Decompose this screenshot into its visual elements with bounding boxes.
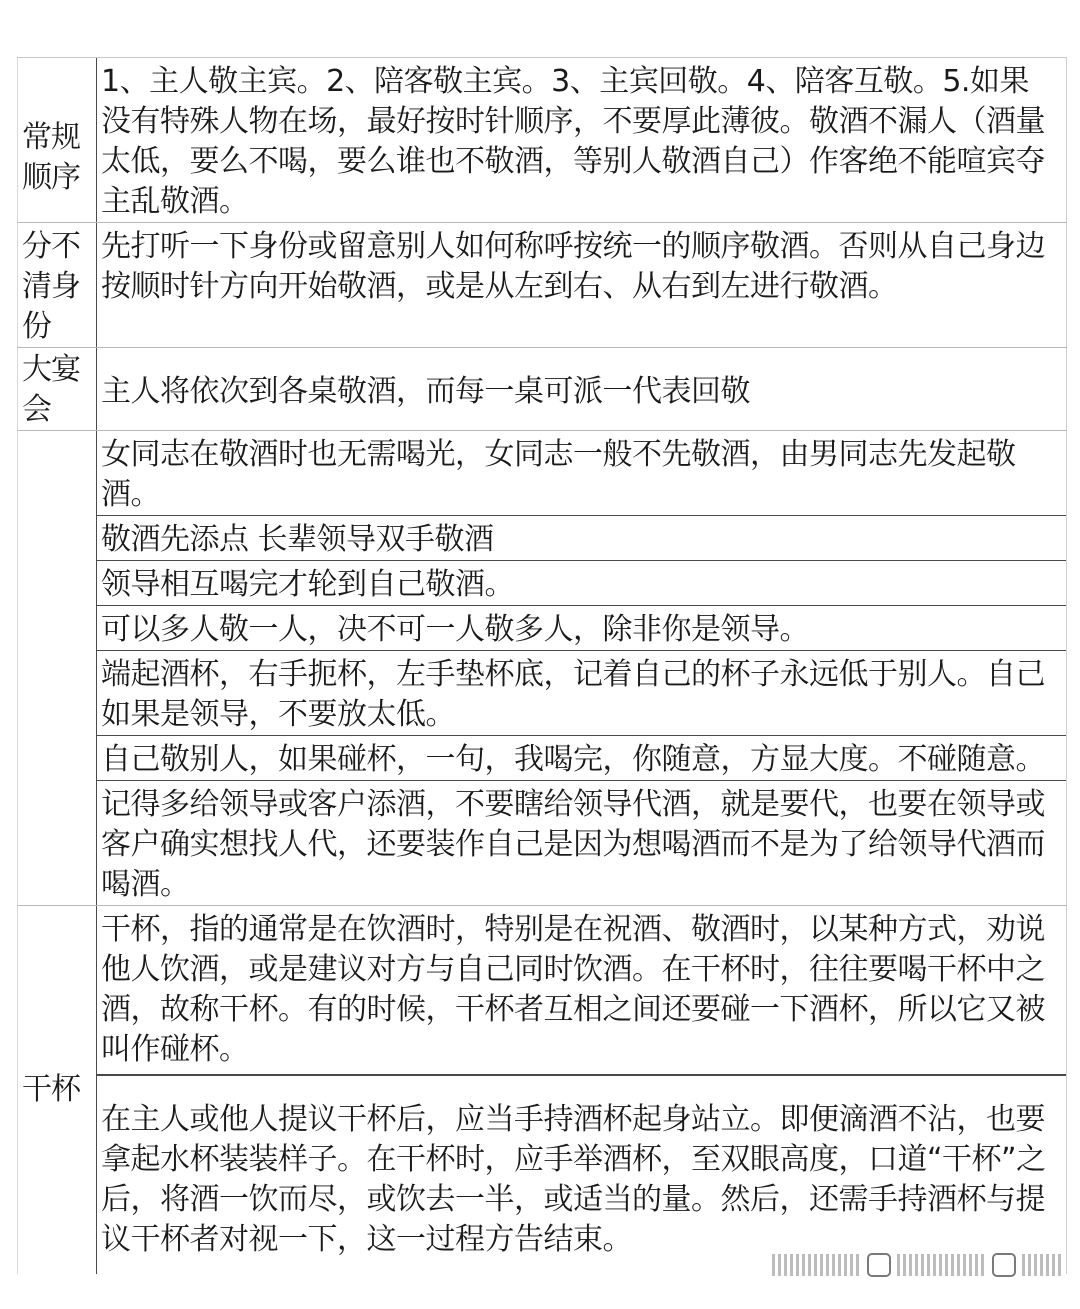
watermark-bars-icon	[772, 1251, 1062, 1279]
row-label: 常规顺序	[17, 58, 97, 222]
row-label: 分不清身份	[17, 223, 97, 347]
table-cell: 自己敬别人，如果碰杯，一句，我喝完，你随意，方显大度。不碰随意。	[97, 736, 1066, 781]
barcode-icon	[772, 1254, 861, 1276]
table-row	[17, 348, 1067, 431]
row-label: 大宴会	[17, 348, 97, 430]
barcode-icon	[897, 1254, 986, 1276]
table-cell: 1、主人敬主宾。2、陪客敬主宾。3、主宾回敬。4、陪客互敬。5.如果没有特殊人物在场，最好按时针顺序，不要厚此薄彼。敬酒不漏人（酒量太低，要么不喝，要么谁也不敬酒，等别人敬酒自己）作客绝不能喧宾夺主乱敬酒。	[101, 64, 1045, 219]
table-cell: 主人将依次到各桌敬酒，而每一桌可派一代表回敬	[101, 374, 750, 409]
table-row	[17, 906, 1067, 1274]
table-cell: 端起酒杯，右手扼杯，左手垫杯底，记着自己的杯子永远低于别人。自己如果是领导，不要放太低。	[97, 651, 1066, 736]
table-cell: 干杯，指的通常是在饮酒时，特别是在祝酒、敬酒时，以某种方式，劝说他人饮酒，或是建议对方与自己同时饮酒。在干杯时，往往要喝干杯中之酒，故称干杯。有的时候，干杯者互相之间还要碰一下酒杯，所以它又被叫作碰杯。	[97, 906, 1066, 1075]
row-label	[17, 431, 97, 905]
table-cell: 女同志在敬酒时也无需喝光，女同志一般不先敬酒，由男同志先发起敬酒。	[97, 431, 1066, 516]
table-cell: 先打听一下身份或留意别人如何称呼按统一的顺序敬酒。否则从自己身边按顺时针方向开始敬酒，或是从左到右、从右到左进行敬酒。	[101, 229, 1045, 304]
row-content	[97, 348, 1067, 430]
row-content	[97, 58, 1067, 222]
table-cell: 敬酒先添点 长辈领导双手敬酒	[97, 516, 1066, 561]
table-cell: 可以多人敬一人，决不可一人敬多人，除非你是领导。	[97, 606, 1066, 651]
table-row	[17, 58, 1067, 223]
table-cell: 在主人或他人提议干杯后，应当手持酒杯起身站立。即便滴酒不沾，也要拿起水杯装装样子。在干杯时，应手举酒杯，至双眼高度，口道“干杯”之后，将酒一饮而尽，或饮去一半，或适当的量。然后，还需手持酒杯与提议干杯者对视一下，这一过程方告结束。	[97, 1075, 1066, 1274]
square-icon	[867, 1253, 891, 1277]
square-icon	[992, 1253, 1016, 1277]
row-content	[97, 223, 1067, 347]
table-cell: 领导相互喝完才轮到自己敬酒。	[97, 561, 1066, 606]
barcode-icon	[1022, 1254, 1062, 1276]
row-content	[97, 431, 1067, 905]
row-label: 干杯	[17, 906, 97, 1274]
table-row	[17, 431, 1067, 906]
row-content	[97, 906, 1067, 1274]
table-cell: 记得多给领导或客户添酒，不要瞎给领导代酒，就是要代，也要在领导或客户确实想找人代，还要装作自己是因为想喝酒而不是为了给领导代酒而喝酒。	[101, 787, 1045, 902]
table-row	[17, 223, 1067, 348]
etiquette-table	[17, 57, 1067, 1274]
